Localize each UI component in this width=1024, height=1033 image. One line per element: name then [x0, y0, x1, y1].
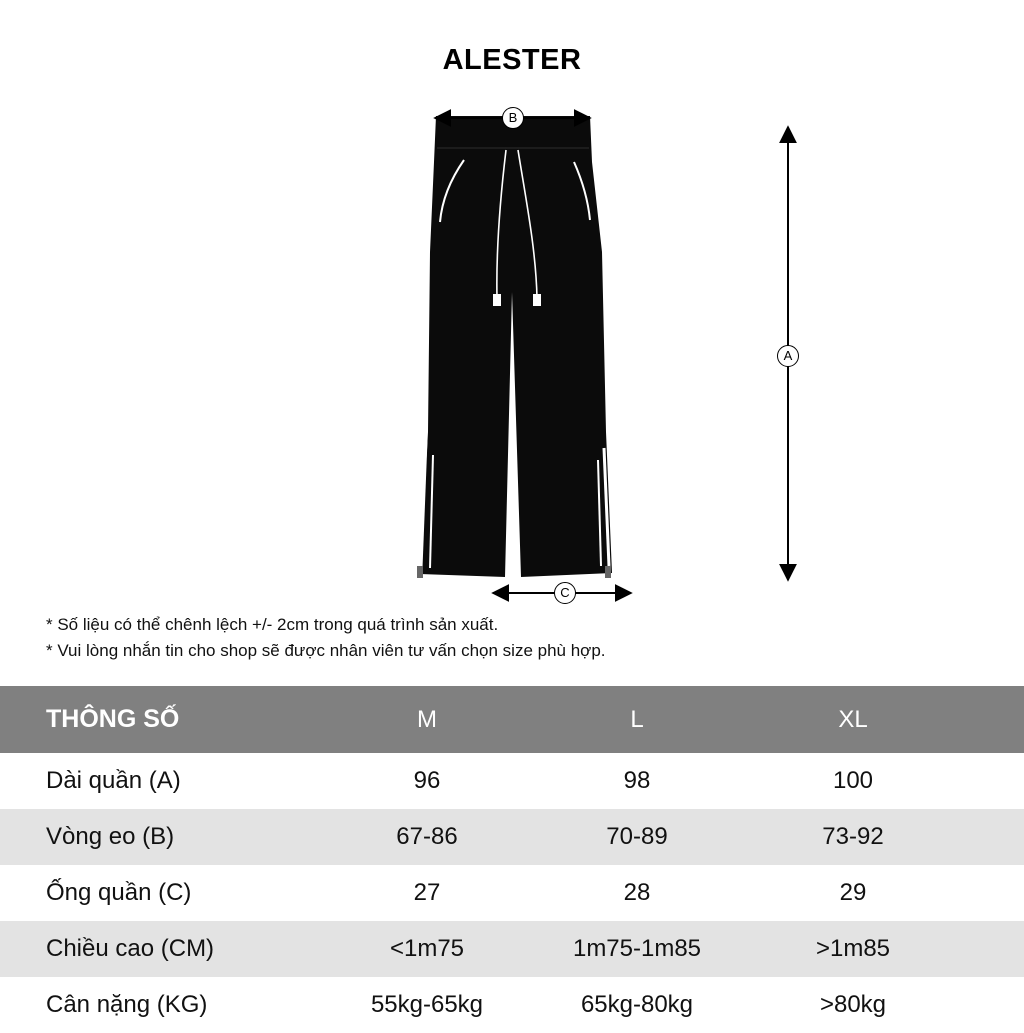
table-cell: 28	[623, 879, 651, 906]
header-spec: THÔNG SỐ	[46, 705, 180, 733]
table-cell: 70-89	[606, 823, 668, 850]
table-cell: >80kg	[819, 991, 887, 1018]
row-label: Vòng eo (B)	[46, 823, 175, 850]
table-row	[0, 753, 1024, 809]
table-row	[0, 809, 1024, 865]
table-cell: 1m75-1m85	[572, 935, 702, 962]
dimension-label-b: B	[502, 107, 524, 129]
row-label: Ống quần (C)	[46, 879, 192, 906]
notes	[46, 612, 606, 664]
table-cell: 98	[623, 767, 651, 794]
header-size-m: M	[417, 705, 437, 733]
table-cell: 100	[832, 767, 874, 794]
table-cell: <1m75	[389, 935, 465, 962]
table-cell: 67-86	[396, 823, 458, 850]
table-cell: 73-92	[822, 823, 884, 850]
table-cell: >1m85	[815, 935, 891, 962]
dimension-label-c: C	[554, 582, 576, 604]
row-label: Cân nặng (KG)	[46, 991, 208, 1018]
table-header-row	[0, 686, 1024, 753]
table-cell: 29	[839, 879, 867, 906]
table-cell: 65kg-80kg	[580, 991, 694, 1018]
table-cell: 27	[413, 879, 441, 906]
table-cell: 96	[413, 767, 441, 794]
table-cell: 55kg-65kg	[370, 991, 484, 1018]
header-size-l: L	[630, 705, 644, 733]
table-row	[0, 977, 1024, 1033]
header-size-xl: XL	[838, 705, 868, 733]
row-label: Dài quần (A)	[46, 767, 181, 794]
table-row	[0, 865, 1024, 921]
row-label: Chiều cao (CM)	[46, 935, 215, 962]
dimension-label-a: A	[777, 345, 799, 367]
note-tolerance: * Số liệu có thể chênh lệch +/- 2cm trong quá trình sản xuất.	[46, 615, 499, 634]
size-table	[0, 686, 1024, 1033]
note-contact: * Vui lòng nhắn tin cho shop sẽ được nhân viên tư vấn chọn size phù hợp.	[46, 641, 606, 660]
brand-title: ALESTER	[442, 44, 582, 76]
table-row	[0, 921, 1024, 977]
